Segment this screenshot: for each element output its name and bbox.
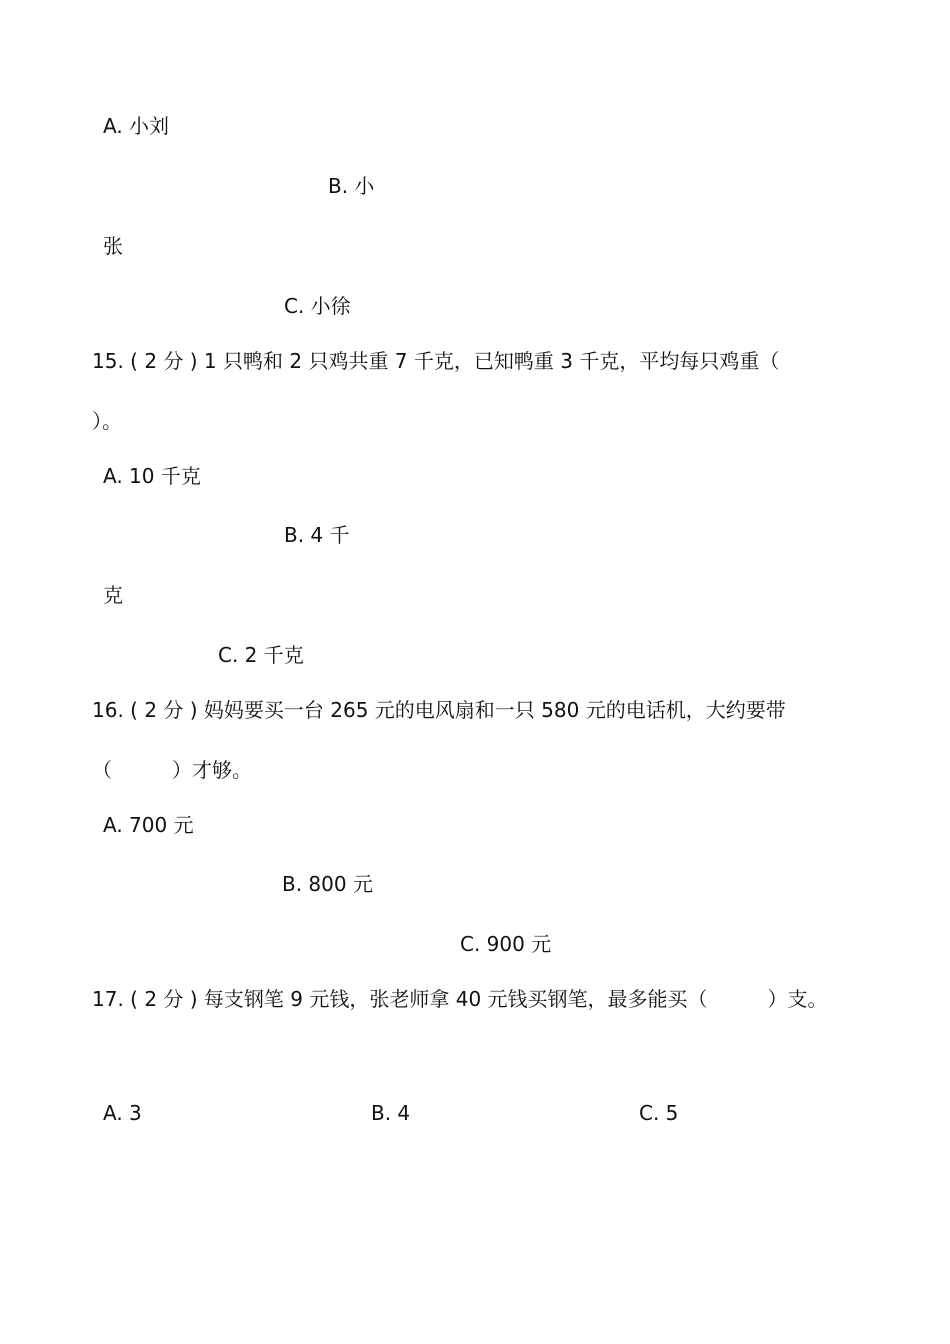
q16-option-c: C. 900 元 (460, 932, 552, 956)
q17-stem: 17. ( 2 分 ) 每支钢笔 9 元钱，张老师拿 40 元钱买钢笔，最多能买（ ）支。 (92, 987, 828, 1011)
q15-option-b-part1: B. 4 千 (284, 523, 350, 547)
q14-option-a: A. 小刘 (103, 114, 170, 138)
q14-option-c: C. 小徐 (284, 294, 351, 318)
q15-stem-line1: 15. ( 2 分 ) 1 只鸭和 2 只鸡共重 7 千克，已知鸭重 3 千克，平均每只鸡重（ (92, 349, 780, 373)
q14-option-b-part2: 张 (103, 234, 123, 258)
q14-option-b-part1: B. 小 (328, 174, 375, 198)
q17-option-c: C. 5 (639, 1101, 679, 1125)
q16-option-b: B. 800 元 (282, 872, 373, 896)
q15-option-c: C. 2 千克 (218, 643, 304, 667)
q15-option-b-part2: 克 (103, 583, 123, 607)
q17-option-a: A. 3 (103, 1101, 142, 1125)
q16-option-a: A. 700 元 (103, 813, 194, 837)
q16-stem-line2: （ ）才够。 (92, 758, 252, 782)
q17-option-b: B. 4 (371, 1101, 411, 1125)
q15-stem-line2: ）。 (92, 409, 122, 433)
q15-option-a: A. 10 千克 (103, 464, 201, 488)
q16-stem-line1: 16. ( 2 分 ) 妈妈要买一台 265 元的电风扇和一只 580 元的电话机，大约要带 (92, 698, 786, 722)
